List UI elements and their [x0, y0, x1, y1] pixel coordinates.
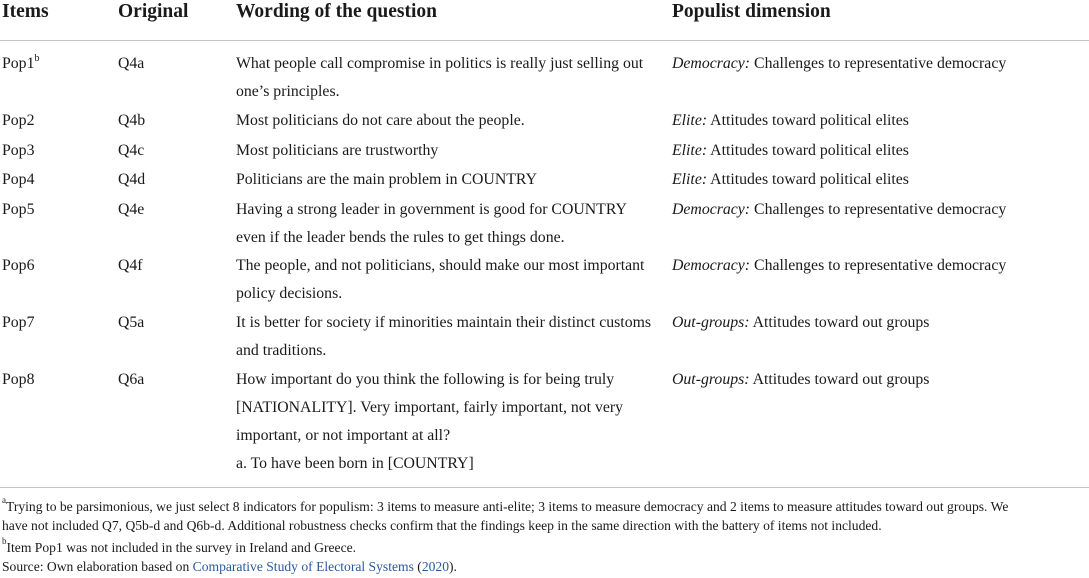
original-cell: Q4f [118, 257, 143, 274]
dimension-cell: Elite: Attitudes toward political elites [672, 142, 909, 159]
header-items: Items [2, 1, 49, 22]
wording-cell: Politicians are the main problem in COUNTRY [236, 171, 537, 188]
original-cell: Q5a [118, 314, 145, 331]
header-wording: Wording of the question [236, 1, 437, 22]
item-cell: Pop5 [2, 201, 35, 218]
wording-cell: Most politicians are trustworthy [236, 142, 439, 159]
footnote-b: $^b$Item Pop1 was not included in the survey in Ireland and Greece. [2, 536, 357, 555]
source-year-link[interactable]: 2020 [421, 559, 450, 574]
original-cell: Q4e [118, 201, 145, 218]
item-cell: Pop8 [2, 371, 35, 388]
item-cell: Pop3 [2, 142, 35, 159]
original-cell: Q4a [118, 55, 145, 72]
original-cell: Q4c [118, 142, 145, 159]
item-cell: Pop7 [2, 314, 35, 331]
wording-cell: The people, and not politicians, should make our most important policy decisions. [236, 257, 645, 302]
dimension-cell: Out-groups: Attitudes toward out groups [672, 371, 930, 388]
wording-cell: It is better for society if minorities maintain their distinct customs and traditions. [236, 314, 652, 359]
header-divider [0, 40, 1089, 41]
dimension-cell: Democracy: Challenges to representative democracy [672, 55, 1007, 72]
item-cell: Pop2 [2, 112, 35, 129]
original-cell: Q4d [118, 171, 146, 188]
source-link[interactable]: Comparative Study of Electoral Systems [192, 559, 414, 574]
dimension-cell: Elite: Attitudes toward political elites [672, 171, 909, 188]
item-cell: Pop6 [2, 257, 35, 274]
dimension-cell: Elite: Attitudes toward political elites [672, 112, 909, 129]
item-cell: Pop1$^b$ [2, 52, 40, 72]
original-cell: Q6a [118, 371, 145, 388]
footnote-a: $^a$Trying to be parsimonious, we just select 8 indicators for populism: 3 items to measure anti-elite; 3 items to measure democracy and 2 items to measure attitudes toward out groups. We [2, 495, 1009, 514]
dimension-cell: Democracy: Challenges to representative democracy [672, 257, 1007, 274]
source-note: Source: Own elaboration based on Comparative Study of Electoral Systems (2020). [2, 559, 457, 574]
original-cell: Q4b [118, 112, 146, 129]
footnote-a-continued: have not included Q7, Q5b-d and Q6b-d. Additional robustness checks confirm that the findings keep in the same direction with the battery of items not included. [2, 518, 882, 533]
wording-cell: Having a strong leader in government is good for COUNTRY even if the leader bends the rules to get things done. [236, 201, 627, 246]
dimension-cell: Out-groups: Attitudes toward out groups [672, 314, 930, 331]
footnote-divider [0, 487, 1089, 488]
item-cell: Pop4 [2, 171, 35, 188]
wording-cell: Most politicians do not care about the people. [236, 112, 525, 129]
wording-cell: How important do you think the following is for being truly [NATIONALITY]. Very important, fairly important, not very important, or not important at all? a. To have been born in [COUNTRY] [236, 371, 624, 472]
header-original: Original [118, 1, 189, 22]
header-dimension: Populist dimension [672, 1, 831, 22]
dimension-cell: Democracy: Challenges to representative democracy [672, 201, 1007, 218]
wording-cell: What people call compromise in politics is really just selling out one’s principles. [236, 55, 644, 100]
